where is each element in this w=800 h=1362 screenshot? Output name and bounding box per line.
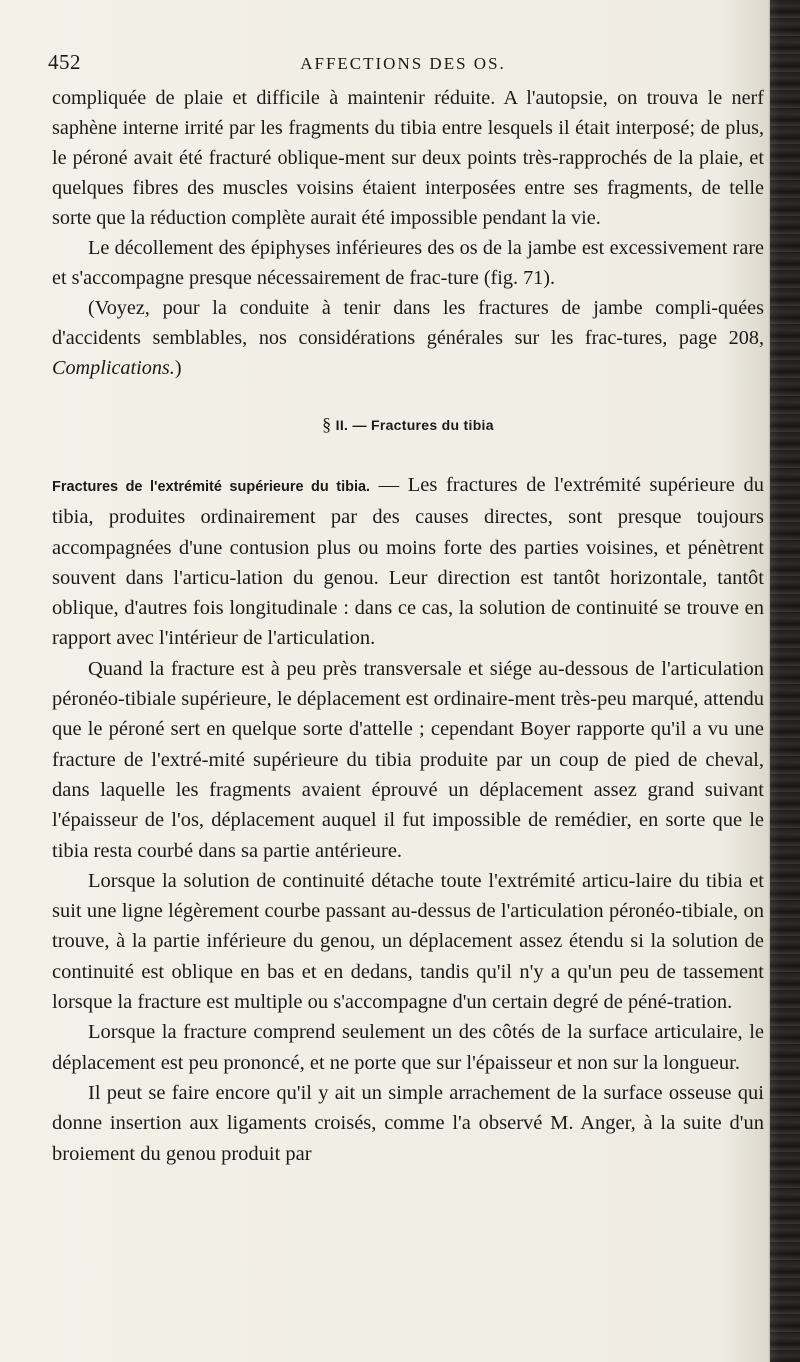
paragraph-one-side: Lorsque la fracture comprend seulement un des côtés de la surface articulaire, le déplacement est peu prononcé, et ne porte que sur l'épaisseur et non sur la longueur. — [52, 1021, 764, 1074]
paragraph-articular-end: Lorsque la solution de continuité détache toute l'extrémité articu-laire du tibia et suit une ligne légèrement courbe passant au-dessus de l'articulation péronéo-tibiale, on trouve, à la partie inférieure du genou, un déplacement assez étendu si la solution de continuité est oblique en bas et en dedans, tandis qu'il n'y a qu'un peu de tassement lorsque la fracture est multiple ou s'accompagne d'un certain degré de péné-tration. — [52, 869, 764, 1014]
paragraph-continued: compliquée de plaie et difficile à maintenir réduite. A l'autopsie, on trouva le nerf saphène interne irrité par les fragments du tibia entre lesquels il était interposé; de plus, le péroné avait été fracturé oblique-ment sur deux points très-rapprochés de la plaie, et quelques fibres des muscles voisins étaient interposées entre ses fragments, de telle sorte que la réduction complète aurait été impossible pendant la vie. — [52, 87, 764, 229]
note-italic: Complications. — [52, 357, 175, 379]
paragraph-transverse: Quand la fracture est à peu près transversale et siége au-dessous de l'articulation péronéo-tibiale supérieure, le déplacement est ordinaire-ment très-peu marqué, attendu que le péroné sert en quelque sorte d'attelle ; cependant Boyer rapporte qu'il a vu une fracture de l'extré-mité supérieure du tibia produite par un coup de pied de cheval, dans laquelle les fragments avaient éprouvé un déplacement assez grand suivant l'épaisseur de l'os, déplacement auquel il fut impossible de remédier, en sorte que le tibia resta courbé dans sa partie antérieure. — [52, 657, 764, 862]
page-body — [52, 83, 764, 1169]
note-text: (Voyez, pour la conduite à tenir dans les fractures de jambe compli-quées d'accidents semblables, nos considérations générales sur les frac-tures, page 208, — [52, 297, 764, 349]
running-title: AFFECTIONS DES OS. — [300, 54, 506, 73]
book-spine-edge — [770, 0, 800, 1362]
page-header — [48, 50, 758, 80]
section-dash: — — [352, 417, 367, 433]
article-intro-text: Les fractures de l'extrémité supérieure du tibia, produites ordinairement par des causes directes, sont presque toujours accompagnées d'une contusion plus ou moins forte des parties voisines, et pénètrent souvent dans l'articu-lation du genou. Leur direction est tantôt horizontale, tantôt oblique, d'autres fois longitudinale : dans ce cas, la solution de continuité se trouve en rapport avec l'intérieur de l'articulation. — [52, 474, 764, 650]
paragraph-note — [52, 293, 764, 383]
section-symbol: § — [322, 414, 332, 434]
article-runin-title: Fractures de l'extrémité supérieure du tibia. — [52, 479, 371, 495]
section-number: II. — [335, 417, 349, 433]
article-dash: — — [370, 474, 408, 496]
section-title: Fractures du tibia — [370, 417, 494, 433]
paragraph-epiphyses: Le décollement des épiphyses inférieures des os de la jambe est excessivement rare et s'accompagne presque nécessairement de frac-ture (fig. 71). — [52, 237, 764, 289]
section-heading — [52, 409, 764, 440]
page-number: 452 — [48, 50, 81, 74]
note-close: ) — [174, 357, 182, 379]
paragraph-article-intro — [52, 470, 764, 654]
paragraph-arrachement: Il peut se faire encore qu'il y ait un simple arrachement de la surface osseuse qui donne insertion aux ligaments croisés, comme l'a observé M. Anger, à la suite d'un broiement du genou produit par — [52, 1081, 764, 1165]
